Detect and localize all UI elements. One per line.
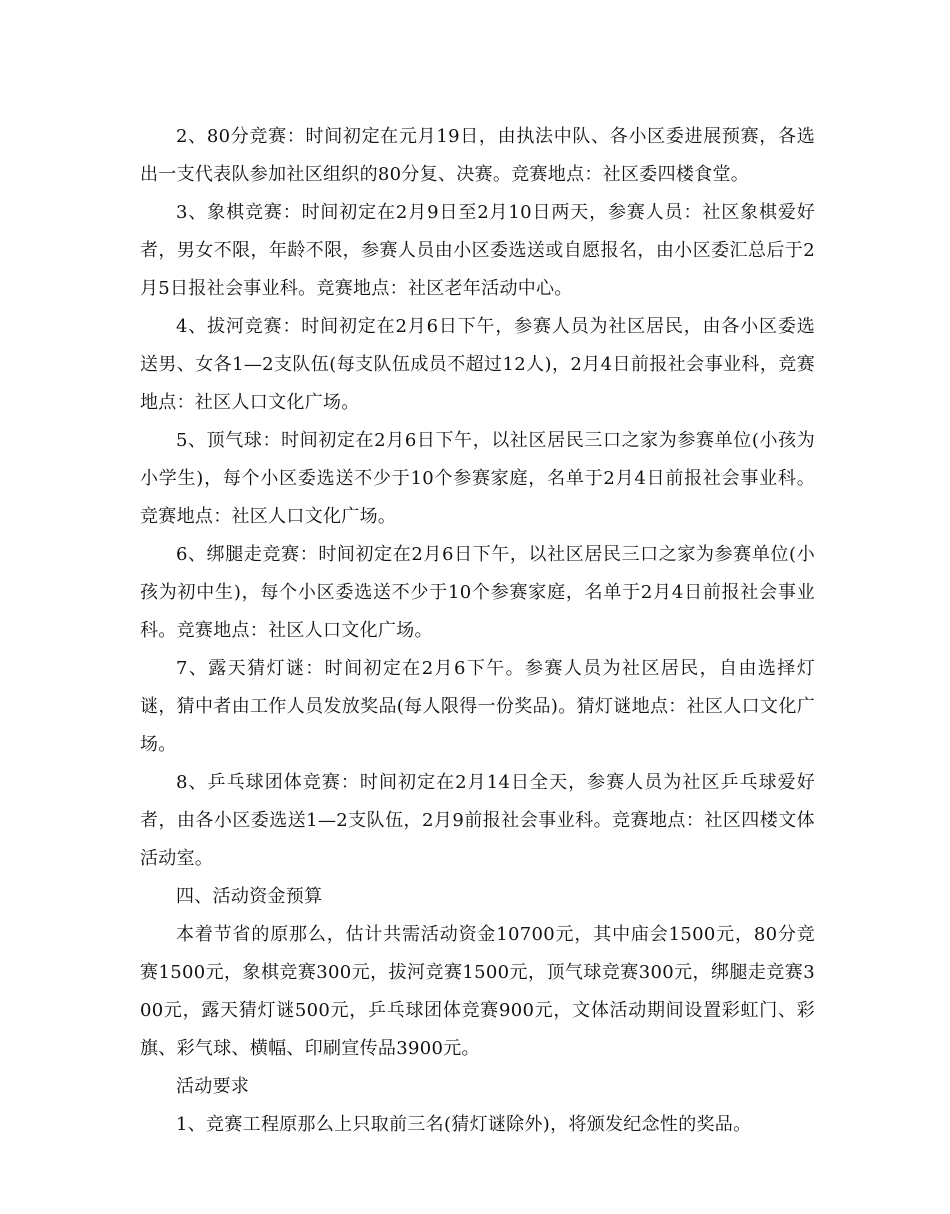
paragraph-budget: 本着节省的原那么，估计共需活动资金10700元，其中庙会1500元，80分竞赛1500元，象棋竞赛300元，拔河竞赛1500元，顶气球竞赛300元，绑腿走竞赛300元，露天猜灯谜500元，乒乓球团体竞赛900元，文体活动期间设置彩虹门、彩旗、彩气球、横幅、印刷宣传品3900元。 <box>140 924 815 1059</box>
section-heading-requirements: 活动要求 <box>176 1076 250 1097</box>
paragraph-chess-80: 2、80分竞赛：时间初定在元月19日，由执法中队、各小区委进展预赛，各选出一支代表队参加社区组织的80分复、决赛。竞赛地点：社区委四楼食堂。 <box>140 126 815 185</box>
paragraph-three-legged-race: 6、绑腿走竞赛：时间初定在2月6日下午，以社区居民三口之家为参赛单位(小孩为初中生)，每个小区委选送不少于10个参赛家庭，名单于2月4日前报社会事业科。竞赛地点：社区人口文化广场。 <box>140 544 815 641</box>
paragraph-tug-of-war: 4、拔河竞赛：时间初定在2月6日下午，参赛人员为社区居民，由各小区委选送男、女各1—2支队伍(每支队伍成员不超过12人)，2月4日前报社会事业科，竞赛地点：社区人口文化广场。 <box>140 316 815 413</box>
paragraph-table-tennis: 8、乒乓球团体竞赛：时间初定在2月14日全天，参赛人员为社区乒乓球爱好者，由各小区委选送1—2支队伍，2月9前报社会事业科。竞赛地点：社区四楼文体活动室。 <box>140 772 815 869</box>
paragraph-balloon: 5、顶气球：时间初定在2月6日下午，以社区居民三口之家为参赛单位(小孩为小学生)，每个小区委选送不少于10个参赛家庭，名单于2月4日前报社会事业科。竞赛地点：社区人口文化广场。 <box>140 430 815 527</box>
paragraph-requirement-1: 1、竞赛工程原那么上只取前三名(猜灯谜除外)，将颁发纪念性的奖品。 <box>176 1114 752 1135</box>
section-heading-budget: 四、活动资金预算 <box>176 886 323 907</box>
paragraph-lantern-riddles: 7、露天猜灯谜：时间初定在2月6下午。参赛人员为社区居民，自由选择灯谜，猜中者由工作人员发放奖品(每人限得一份奖品)。猜灯谜地点：社区人口文化广场。 <box>140 658 815 755</box>
paragraph-xiangqi: 3、象棋竞赛：时间初定在2月9日至2月10日两天，参赛人员：社区象棋爱好者，男女不限，年龄不限，参赛人员由小区委选送或自愿报名，由小区委汇总后于2月5日报社会事业科。竞赛地点：社区老年活动中心。 <box>140 202 815 299</box>
document-body <box>140 118 815 1144</box>
